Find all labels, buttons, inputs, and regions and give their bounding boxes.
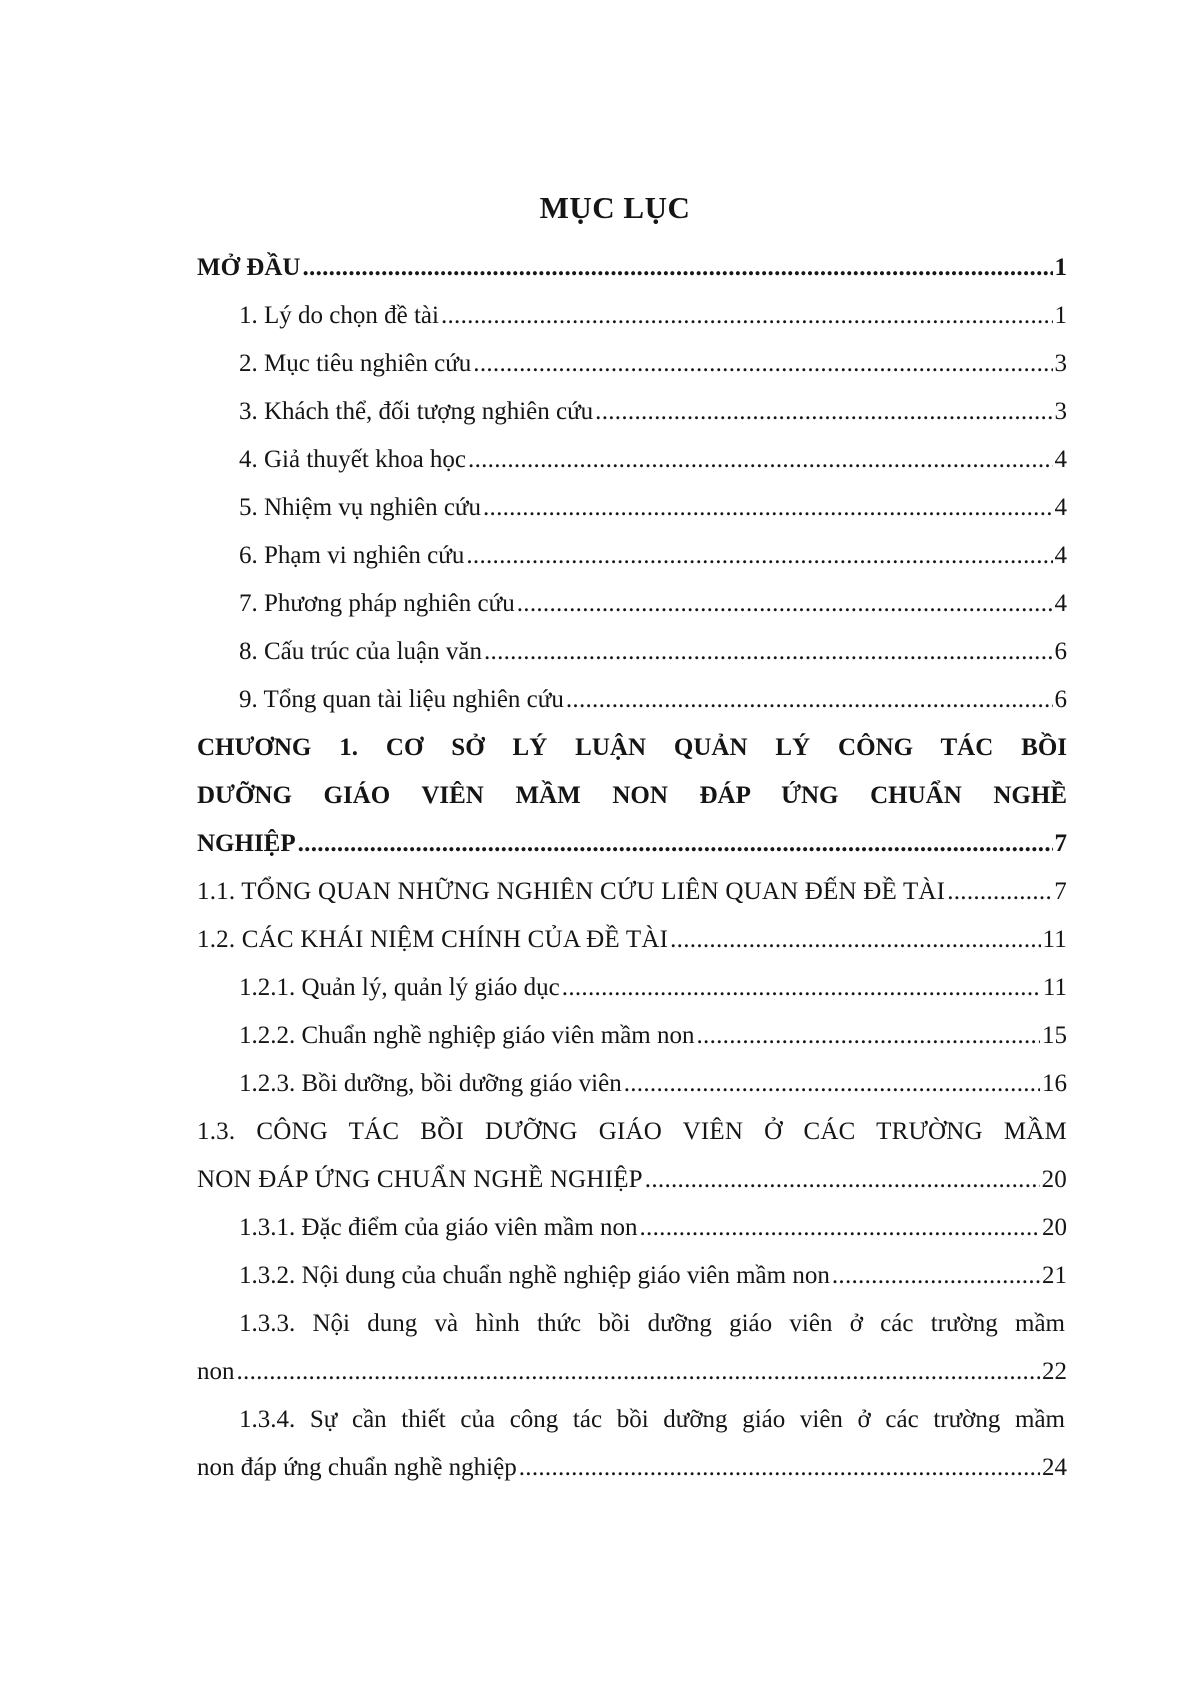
toc-entry-label: 7. Phương pháp nghiên cứu <box>239 590 515 617</box>
dot-leader <box>670 916 1040 964</box>
toc-page-number: 24 <box>1042 1454 1067 1481</box>
table-of-contents <box>197 244 1067 1492</box>
toc-entry-label: 4. Giả thuyết khoa học <box>239 446 467 473</box>
toc-page-number: 6 <box>1054 638 1067 665</box>
toc-page-number: 15 <box>1042 1022 1067 1049</box>
dot-leader <box>624 1060 1040 1108</box>
dot-leader <box>696 1012 1040 1060</box>
toc-entry[interactable] <box>197 1012 1067 1060</box>
toc-entry-label: MỞ ĐẦU <box>197 254 301 281</box>
toc-entry-label: NON ĐÁP ỨNG CHUẨN NGHỀ NGHIỆP <box>197 1166 643 1193</box>
toc-entry[interactable] <box>197 484 1067 532</box>
toc-entry-label: non đáp ứng chuẩn nghề nghiệp <box>197 1454 517 1481</box>
toc-page-number: 7 <box>1054 878 1067 905</box>
toc-entry[interactable] <box>197 628 1067 676</box>
toc-page-number: 20 <box>1042 1214 1067 1241</box>
toc-entry[interactable] <box>197 292 1067 340</box>
dot-leader <box>645 1156 1040 1204</box>
toc-entry-chapter-1[interactable] <box>197 724 1067 868</box>
dot-leader <box>298 820 1053 868</box>
toc-page-number: 1 <box>1054 302 1067 329</box>
toc-entry-label: 1.2.3. Bồi dưỡng, bồi dưỡng giáo viên <box>239 1070 622 1097</box>
dot-leader <box>517 580 1053 628</box>
toc-entry-label: 1.2.1. Quản lý, quản lý giáo dục <box>239 974 560 1001</box>
toc-page-number: 4 <box>1054 494 1067 521</box>
toc-entry-label: 8. Cấu trúc của luận văn <box>239 638 482 665</box>
toc-page-number: 1 <box>1054 254 1067 281</box>
dot-leader <box>595 388 1052 436</box>
toc-entry-label: 1.3.2. Nội dung của chuẩn nghề nghiệp giáo viên mầm non <box>239 1262 830 1289</box>
toc-page-number: 20 <box>1041 1166 1067 1193</box>
dot-leader <box>468 436 1052 484</box>
toc-page-number: 6 <box>1054 686 1067 713</box>
dot-leader <box>566 676 1053 724</box>
toc-page-number: 21 <box>1042 1262 1067 1289</box>
toc-entry-label: 1.2.2. Chuẩn nghề nghiệp giáo viên mầm non <box>239 1022 695 1049</box>
toc-page-number: 4 <box>1054 590 1067 617</box>
toc-entry-label: 3. Khách thể, đối tượng nghiên cứu <box>239 398 594 425</box>
toc-page-number: 22 <box>1042 1358 1067 1385</box>
toc-entry[interactable] <box>197 1300 1067 1396</box>
toc-page-number: 3 <box>1054 398 1067 425</box>
toc-entry[interactable] <box>197 676 1067 724</box>
dot-leader <box>640 1204 1041 1252</box>
dot-leader <box>947 868 1052 916</box>
dot-leader <box>237 1348 1041 1396</box>
dot-leader <box>483 484 1053 532</box>
chapter-heading-line: DƯỠNG GIÁO VIÊN MẦM NON ĐÁP ỨNG CHUẨN NGHỀ <box>197 782 1067 809</box>
toc-entry-label: 1. Lý do chọn đề tài <box>239 302 439 329</box>
toc-page-number: 4 <box>1054 446 1067 473</box>
toc-page-number: 11 <box>1042 926 1067 953</box>
toc-entry[interactable] <box>197 580 1067 628</box>
dot-leader <box>441 292 1053 340</box>
toc-entry-section-1-2[interactable] <box>197 916 1067 964</box>
toc-entry-label: 9. Tổng quan tài liệu nghiên cứu <box>239 686 564 713</box>
chapter-heading-line: CHƯƠNG 1. CƠ SỞ LÝ LUẬN QUẢN LÝ CÔNG TÁC BỒI <box>197 734 1067 761</box>
dot-leader <box>519 1444 1040 1492</box>
dot-leader <box>562 964 1041 1012</box>
page-title: MỤC LỤC <box>539 190 691 225</box>
toc-entry[interactable] <box>197 1252 1067 1300</box>
toc-entry[interactable] <box>197 1060 1067 1108</box>
toc-entry-section-1-3[interactable] <box>197 1108 1067 1204</box>
toc-entry-label: 1.1. TỔNG QUAN NHỮNG NGHIÊN CỨU LIÊN QUAN ĐẾN ĐỀ TÀI <box>197 878 946 905</box>
toc-entry[interactable] <box>197 340 1067 388</box>
toc-entry-mo-dau[interactable] <box>197 244 1067 292</box>
toc-entry[interactable] <box>197 1204 1067 1252</box>
toc-page-number: 3 <box>1054 350 1067 377</box>
toc-entry-label: 6. Phạm vi nghiên cứu <box>239 542 465 569</box>
toc-page-number: 16 <box>1042 1070 1067 1097</box>
toc-entry[interactable] <box>197 964 1067 1012</box>
toc-entry[interactable] <box>197 532 1067 580</box>
toc-page-number: 4 <box>1054 542 1067 569</box>
toc-page-number: 7 <box>1054 830 1067 857</box>
dot-leader <box>466 532 1052 580</box>
toc-entry-label: 5. Nhiệm vụ nghiên cứu <box>239 494 481 521</box>
toc-entry[interactable] <box>197 1396 1067 1492</box>
dot-leader <box>473 340 1052 388</box>
toc-entry[interactable] <box>197 436 1067 484</box>
dot-leader <box>484 628 1053 676</box>
toc-entry-label: non <box>197 1358 235 1385</box>
toc-entry-label: 2. Mục tiêu nghiên cứu <box>239 350 472 377</box>
toc-entry-label-line: 1.3.3. Nội dung và hình thức bồi dưỡng giáo viên ở các trường mầm <box>239 1310 1065 1337</box>
toc-entry-section-1-1[interactable] <box>197 868 1067 916</box>
toc-entry-label: NGHIỆP <box>197 830 296 857</box>
toc-entry-label: 1.2. CÁC KHÁI NIỆM CHÍNH CỦA ĐỀ TÀI <box>197 926 669 953</box>
toc-entry-label: 1.3.1. Đặc điểm của giáo viên mầm non <box>239 1214 638 1241</box>
toc-entry-label-line: 1.3.4. Sự cần thiết của công tác bồi dưỡng giáo viên ở các trường mầm <box>239 1406 1065 1433</box>
toc-entry[interactable] <box>197 388 1067 436</box>
toc-page-number: 11 <box>1042 974 1067 1001</box>
dot-leader <box>832 1252 1040 1300</box>
section-heading-line: 1.3. CÔNG TÁC BỒI DƯỠNG GIÁO VIÊN Ở CÁC TRƯỜNG MẦM <box>197 1118 1067 1145</box>
dot-leader <box>302 244 1052 292</box>
